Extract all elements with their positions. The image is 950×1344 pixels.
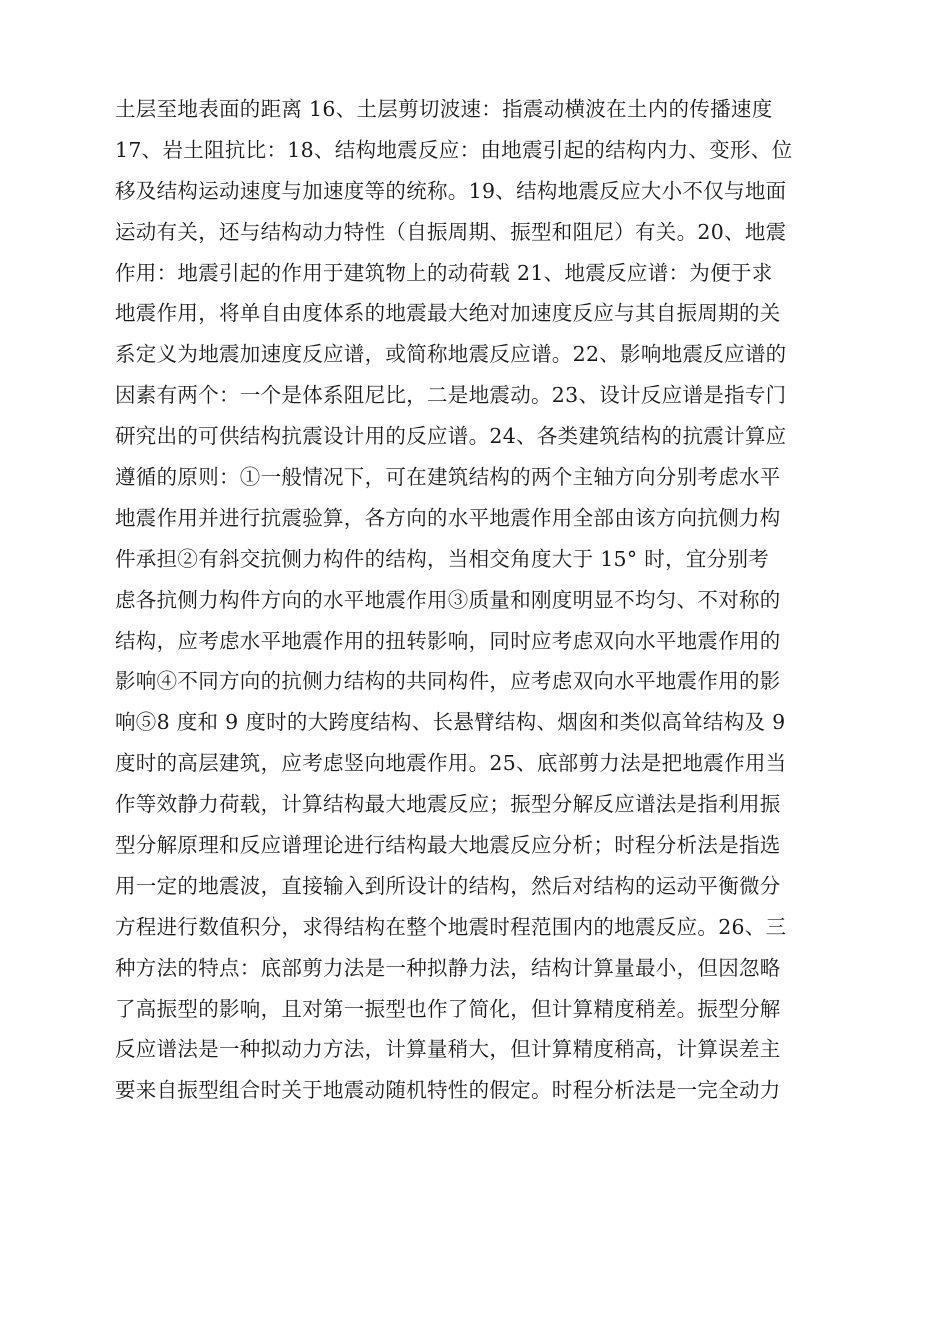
text-line: 土层至地表面的距离 16、土层剪切波速：指震动横波在土内的传播速度	[115, 97, 773, 121]
body-text	[115, 89, 845, 1111]
text-line: 研究出的可供结构抗震设计用的反应谱。24、各类建筑结构的抗震计算应	[115, 424, 787, 449]
text-line: 运动有关，还与结构动力特性（自振周期、振型和阻尼）有关。20、地震	[115, 219, 787, 244]
text-line: 了高振型的影响，且对第一振型也作了简化，但计算精度稍差。振型分解	[115, 996, 781, 1021]
text-line: 地震作用，将单自由度体系的地震最大绝对加速度反应与其自振周期的关	[115, 301, 781, 326]
text-line: 移及结构运动速度与加速度等的统称。19、结构地震反应大小不仅与地面	[115, 178, 787, 203]
text-line: 型分解原理和反应谱理论进行结构最大地震反应分析；时程分析法是指选	[115, 833, 781, 858]
text-line: 17、岩土阻抗比：18、结构地震反应：由地震引起的结构内力、变形、位	[115, 137, 793, 162]
text-line: 遵循的原则：①一般情况下，可在建筑结构的两个主轴方向分别考虑水平	[115, 465, 781, 490]
text-line: 影响④不同方向的抗侧力结构的共同构件，应考虑双向水平地震作用的影	[115, 669, 781, 694]
text-line: 反应谱法是一种拟动力方法，计算量稍大，但计算精度稍高，计算误差主	[115, 1037, 781, 1062]
text-line: 度时的高层建筑，应考虑竖向地震作用。25、底部剪力法是把地震作用当	[115, 751, 787, 776]
text-line: 地震作用并进行抗震验算，各方向的水平地震作用全部由该方向抗侧力构	[115, 505, 781, 530]
text-line: 响⑤8 度和 9 度时的大跨度结构、长悬臂结构、烟囱和类似高耸结构及 9	[115, 710, 786, 735]
text-line: 方程进行数值积分，求得结构在整个地震时程范围内的地震反应。26、三	[115, 914, 787, 939]
text-line: 系定义为地震加速度反应谱，或简称地震反应谱。22、影响地震反应谱的	[115, 342, 787, 367]
text-line: 作等效静力荷载，计算结构最大地震反应；振型分解反应谱法是指利用振	[115, 792, 781, 817]
text-line: 件承担②有斜交抗侧力构件的结构，当相交角度大于 15° 时，宜分别考	[115, 546, 770, 571]
text-line: 作用：地震引起的作用于建筑物上的动荷载 21、地震反应谱：为便于求	[115, 260, 773, 285]
text-line: 种方法的特点：底部剪力法是一种拟静力法，结构计算量最小，但因忽略	[115, 955, 781, 980]
text-line: 用一定的地震波，直接输入到所设计的结构，然后对结构的运动平衡微分	[115, 873, 781, 898]
text-line: 虑各抗侧力构件方向的水平地震作用③质量和刚度明显不均匀、不对称的	[115, 587, 781, 612]
text-line: 结构，应考虑水平地震作用的扭转影响，同时应考虑双向水平地震作用的	[115, 628, 781, 653]
text-line: 要来自振型组合时关于地震动随机特性的假定。时程分析法是一完全动力	[115, 1078, 781, 1103]
text-line: 因素有两个：一个是体系阻尼比，二是地震动。23、设计反应谱是指专门	[115, 383, 787, 408]
